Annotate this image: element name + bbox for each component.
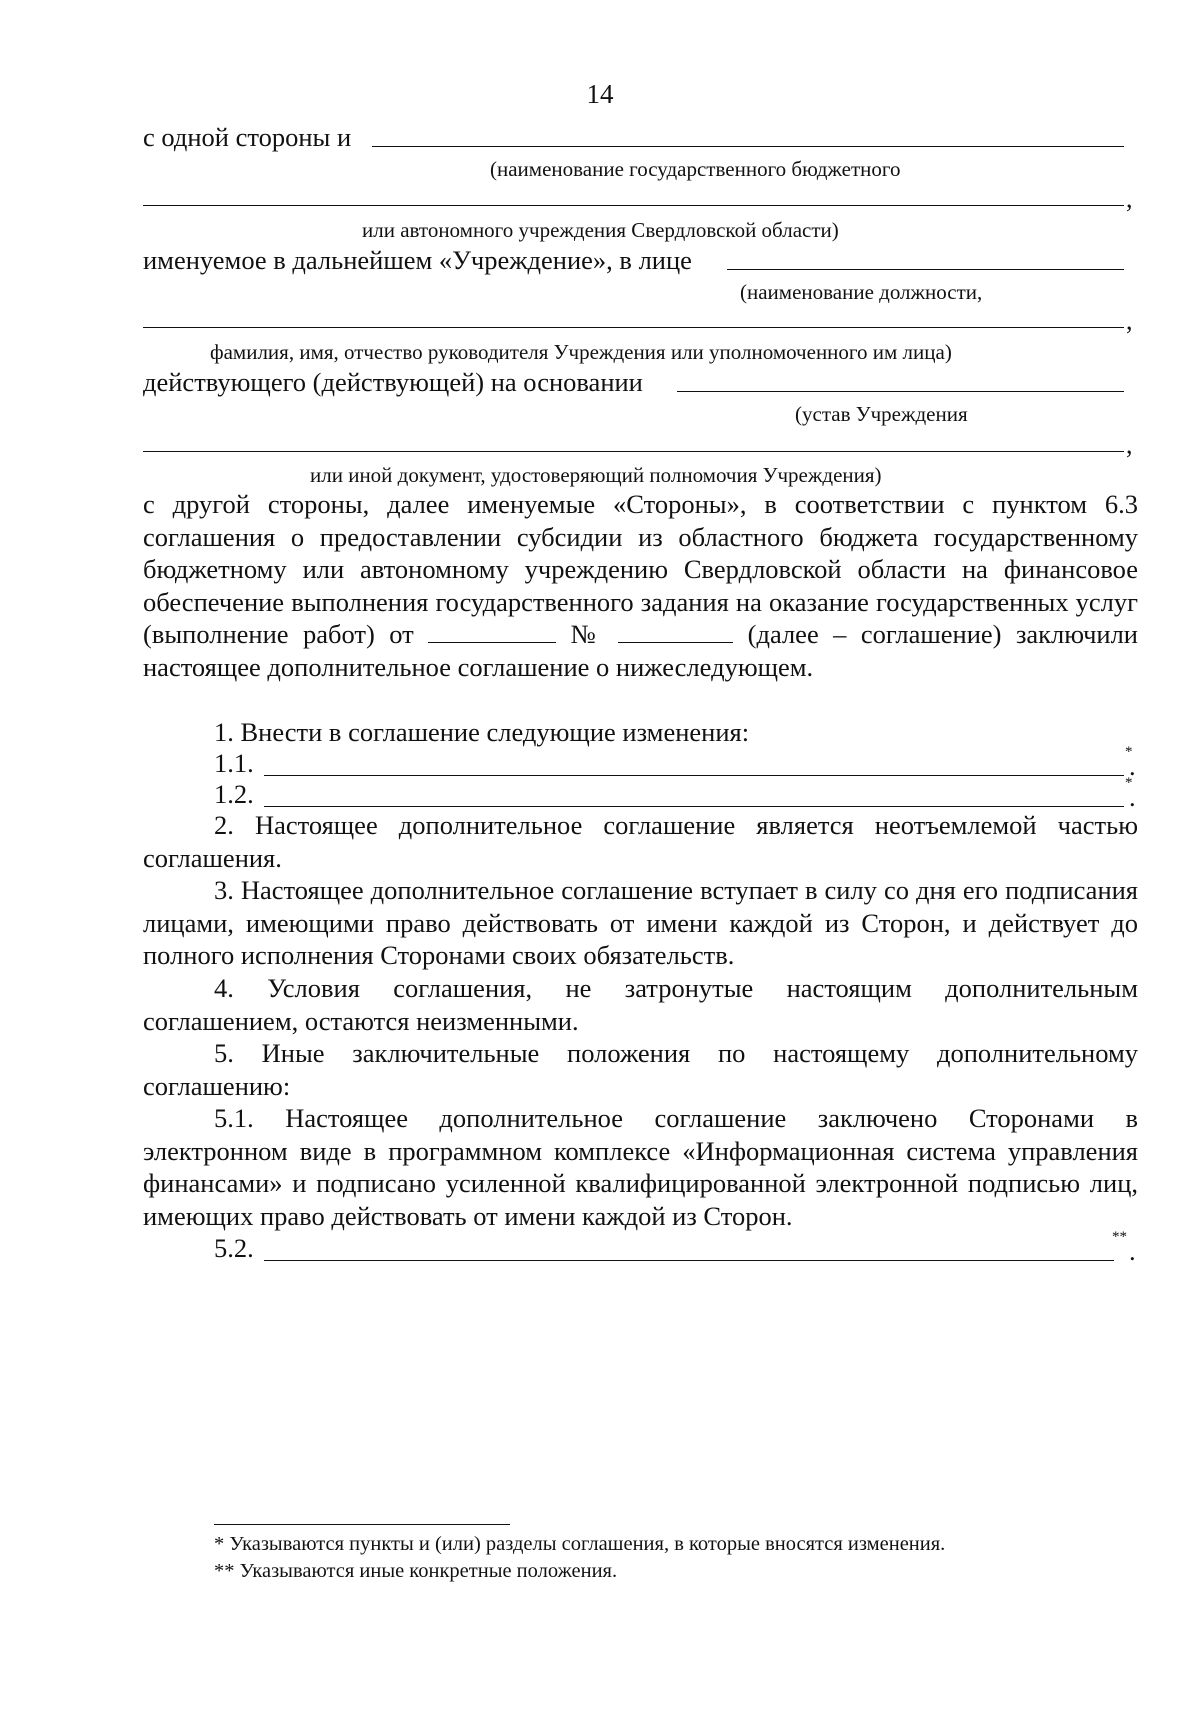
caption-institution-name: (наименование государственного бюджетного [490, 157, 901, 181]
caption-institution-type: или автономного учреждения Свердловской области) [362, 218, 839, 242]
date-blank [428, 618, 556, 643]
comma: , [1126, 306, 1133, 335]
item-1-1-blank [264, 775, 1124, 776]
footnote-mark: * [1125, 744, 1133, 760]
item-4: 4. Условия соглашения, не затронутые настоящим дополнительным соглашением, остаются неизменными. [143, 973, 1138, 1036]
item-2: 2. Настоящее дополнительное соглашение является неотъемлемой частью соглашения. [143, 810, 1138, 873]
caption-other-document: или иной документ, удостоверяющий полномочия Учреждения) [310, 463, 882, 487]
page-number: 14 [586, 79, 614, 109]
head-name-blank [143, 327, 1124, 328]
preamble-text-start: с другой стороны, далее именуемые «Стороны», в соответствии с пунктом 6.3 соглашения о предоставлении субсидии из областного бюджета государственному бюджетному или автономному учреждению Свердловской области на финансовое обеспечение выполнения государственного задания на оказание государственных услуг (выполнение работ) от [143, 489, 1138, 649]
preamble-paragraph [143, 488, 1138, 683]
period: . [1129, 782, 1136, 812]
comma: , [1126, 184, 1133, 213]
preamble-text-end: (далее – соглашение) заключили настоящее дополнительное соглашение о нижеследующем. [143, 619, 1138, 682]
basis-blank [677, 391, 1124, 392]
basis-blank-2 [143, 451, 1124, 452]
footnote-mark-double: ** [1112, 1229, 1127, 1245]
basis-label: действующего (действующей) на основании [143, 367, 643, 397]
period: . [1129, 751, 1136, 781]
item-5-1: 5.1. Настоящее дополнительное соглашение заключено Сторонами в электронном виде в программном комплексе «Информационная система управления финансами» и подписано усиленной квалифицированной электронной подписью лиц, имеющих право действовать от имени каждой из Сторон. [143, 1103, 1138, 1231]
institution-name-blank-2 [143, 205, 1124, 206]
item-5-2-number: 5.2. [214, 1233, 254, 1263]
item-3: 3. Настоящее дополнительное соглашение вступает в силу со дня его подписания лицами, имеющими право действовать от имени каждой из Сторон, и действует до полного исполнения Сторонами своих обязательств. [143, 875, 1138, 970]
item-5: 5. Иные заключительные положения по настоящему дополнительному соглашению: [143, 1038, 1138, 1101]
institution-name-blank [372, 146, 1124, 147]
footnote-mark: * [1125, 775, 1133, 791]
institution-alias-label: именуемое в дальнейшем «Учреждение», в лице [143, 245, 692, 275]
footnote-separator [214, 1524, 510, 1525]
footnote-1: * Указываются пункты и (или) разделы соглашения, в которые вносятся изменения. [214, 1533, 946, 1555]
period: . [1129, 1236, 1136, 1266]
footnote-2: ** Указываются иные конкретные положения. [214, 1560, 618, 1582]
number-blank [618, 618, 733, 643]
item-1: 1. Внести в соглашение следующие изменения: [214, 717, 750, 747]
comma: , [1126, 430, 1133, 459]
caption-position: (наименование должности, [740, 280, 983, 304]
item-1-2-number: 1.2. [214, 779, 254, 809]
caption-charter: (устав Учреждения [795, 402, 968, 426]
item-5-2-blank [264, 1260, 1114, 1261]
number-sign: № [570, 619, 604, 649]
position-blank [727, 269, 1124, 270]
party-one-label: с одной стороны и [143, 122, 352, 152]
caption-head-name: фамилия, имя, отчество руководителя Учреждения или уполномоченного им лица) [210, 340, 952, 364]
item-1-2-blank [264, 806, 1124, 807]
item-1-1-number: 1.1. [214, 748, 254, 778]
